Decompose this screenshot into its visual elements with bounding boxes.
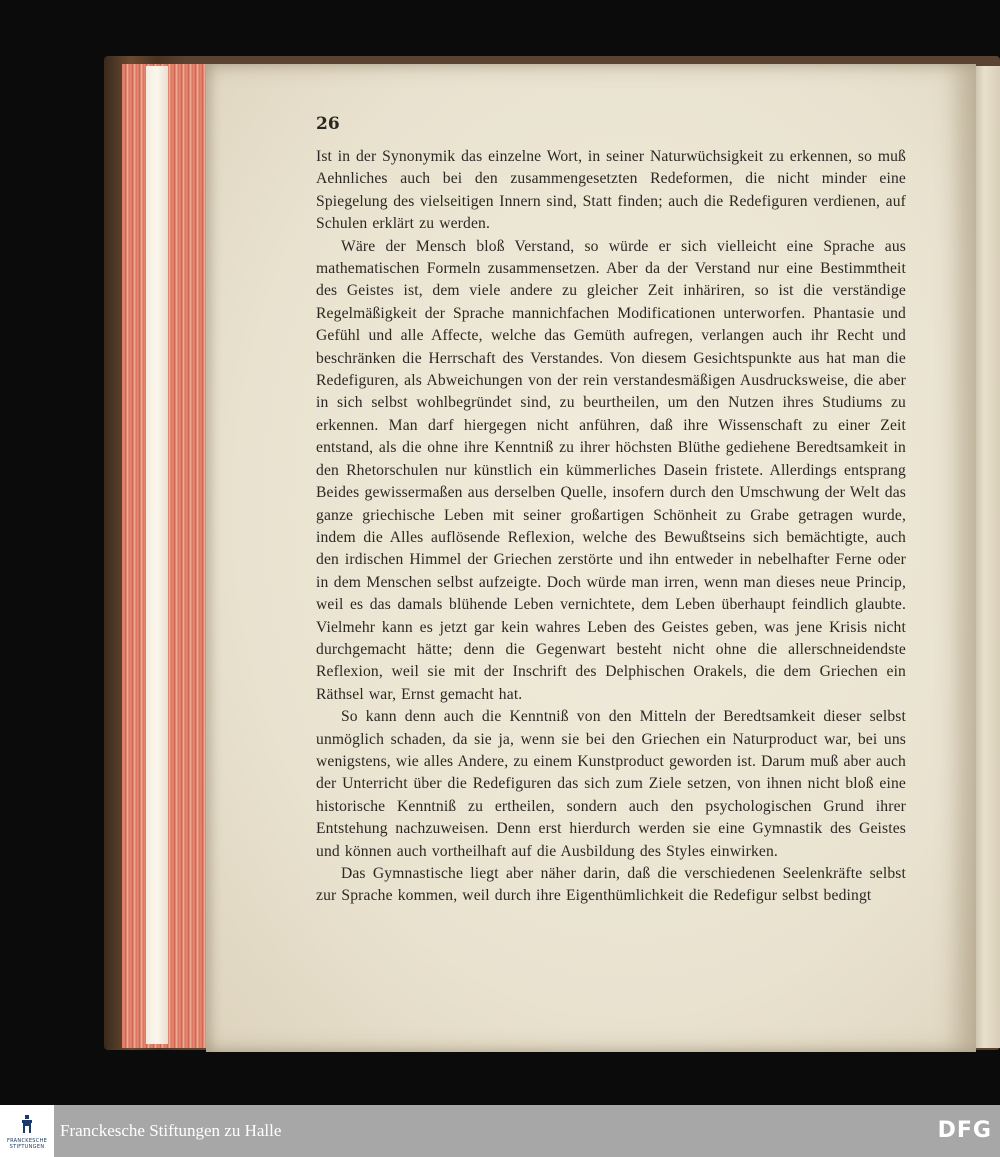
facing-page-edge xyxy=(974,66,1000,1048)
page-stack xyxy=(146,66,168,1044)
logo-caption-line: FRANCKESCHE xyxy=(6,1137,48,1144)
logo-caption xyxy=(7,1138,47,1150)
dfg-logo[interactable]: DFG xyxy=(937,1118,992,1143)
paragraph: Wäre der Mensch bloß Verstand, so würde er sich vielleicht eine Sprache aus mathematischen Formeln zusammensetzen. Aber da der Verstand nur eine Bestimmtheit des Geistes ist, dem viele andere zu gleicher Zeit inhäriren, so ist die verständige Regelmäßigkeit der Sprache mannichfachen Modificationen unterworfen. Phantasie und Gefühl und alle Affecte, welche das Gemüth aufregen, verlangen auch ihr Recht und beschränken die Herrschaft des Verstandes. Von diesem Gesichtspunkte aus hat man die Redefiguren, als Abweichungen von der rein verstandesmäßigen Ausdrucksweise, die aber in sich selbst wohlbegründet sind, zu beurtheilen, um den Nutzen ihres Studiums zu erkennen. Man darf hiergegen nicht anführen, daß ihre Wissenschaft zu einer Zeit entstand, als die ohne ihre Kenntniß zu ihrer höchsten Blüthe gediehene Beredtsamkeit in den Rhetorschulen nur künstlich ein kümmerliches Dasein fristete. Allerdings entsprang Beides gewissermaßen aus derselben Quelle, insofern durch den Umschwung der Welt das ganze griechische Leben mit seiner großartigen Schönheit zu Grabe getragen wurde, indem die Alles auflösende Reflexion, welche des Bewußtseins sich bemächtigte, auch den irdischen Himmel der Griechen zerstörte und ihn entweder in nebelhafter Ferne oder in dem Menschen selbst aufzeigte. Doch würde man irren, wenn man dieses neue Princip, weil es das damals blühende Leben vernichtete, dem Leben überhaupt feindlich glaubte. Vielmehr kann es jetzt gar kein wahres Leben des Geistes geben, was jene Krisis nicht durchgemacht hätte; denn die Gegenwart besteht nicht ohne die allerschneidendste Reflexion, weil sie mit der Inschrift des Delphischen Orakels, die dem Griechen ein Räthsel war, Ernst gemacht hat. xyxy=(316,237,906,703)
paragraph: Das Gymnastische liegt aber näher darin, daß die verschiedenen Seelenkräfte selbst zur Sprache kommen, weil durch ihre Eigenthümlichkeit die Redefigur selbst bedingt xyxy=(316,865,906,905)
logo-caption-line: STIFTUNGEN xyxy=(9,1143,45,1150)
institution-logo[interactable] xyxy=(0,1105,54,1157)
institution-name[interactable]: Franckesche Stiftungen zu Halle xyxy=(60,1121,282,1140)
page-number: 26 xyxy=(316,114,340,134)
paragraph: So kann denn auch die Kenntniß von den Mitteln der Beredtsamkeit dieser selbst unmöglich schaden, da sie ja, wenn sie bei den Griechen ein Naturproduct war, bei uns wenigstens, wie alles Andere, zu einem Kunstproduct geworden ist. Darum muß aber auch der Unterricht über die Redefiguren das sich zum Ziele setzen, von ihnen nicht bloß eine historische Kenntniß zu ertheilen, sondern auch den psychologischen Grund ihrer Entstehung nachzuweisen. Denn erst hierdurch werden sie eine Gymnastik des Geistes und können auch vortheilhaft auf die Ausbildung des Styles einwirken. xyxy=(316,708,906,860)
page-text xyxy=(316,146,906,908)
viewer-footer xyxy=(0,1105,1000,1157)
paragraph: Ist in der Synonymik das einzelne Wort, in seiner Naturwüchsigkeit zu erkennen, so muß Aehnliches auch bei den zusammengesetzten Redeformen, die nicht minder eine Spiegelung des vielseitigen Innern sind, Statt finden; auch die Redefiguren verdienen, auf Schulen erklärt zu werden. xyxy=(316,148,906,233)
franckesche-logo-icon xyxy=(16,1113,38,1137)
